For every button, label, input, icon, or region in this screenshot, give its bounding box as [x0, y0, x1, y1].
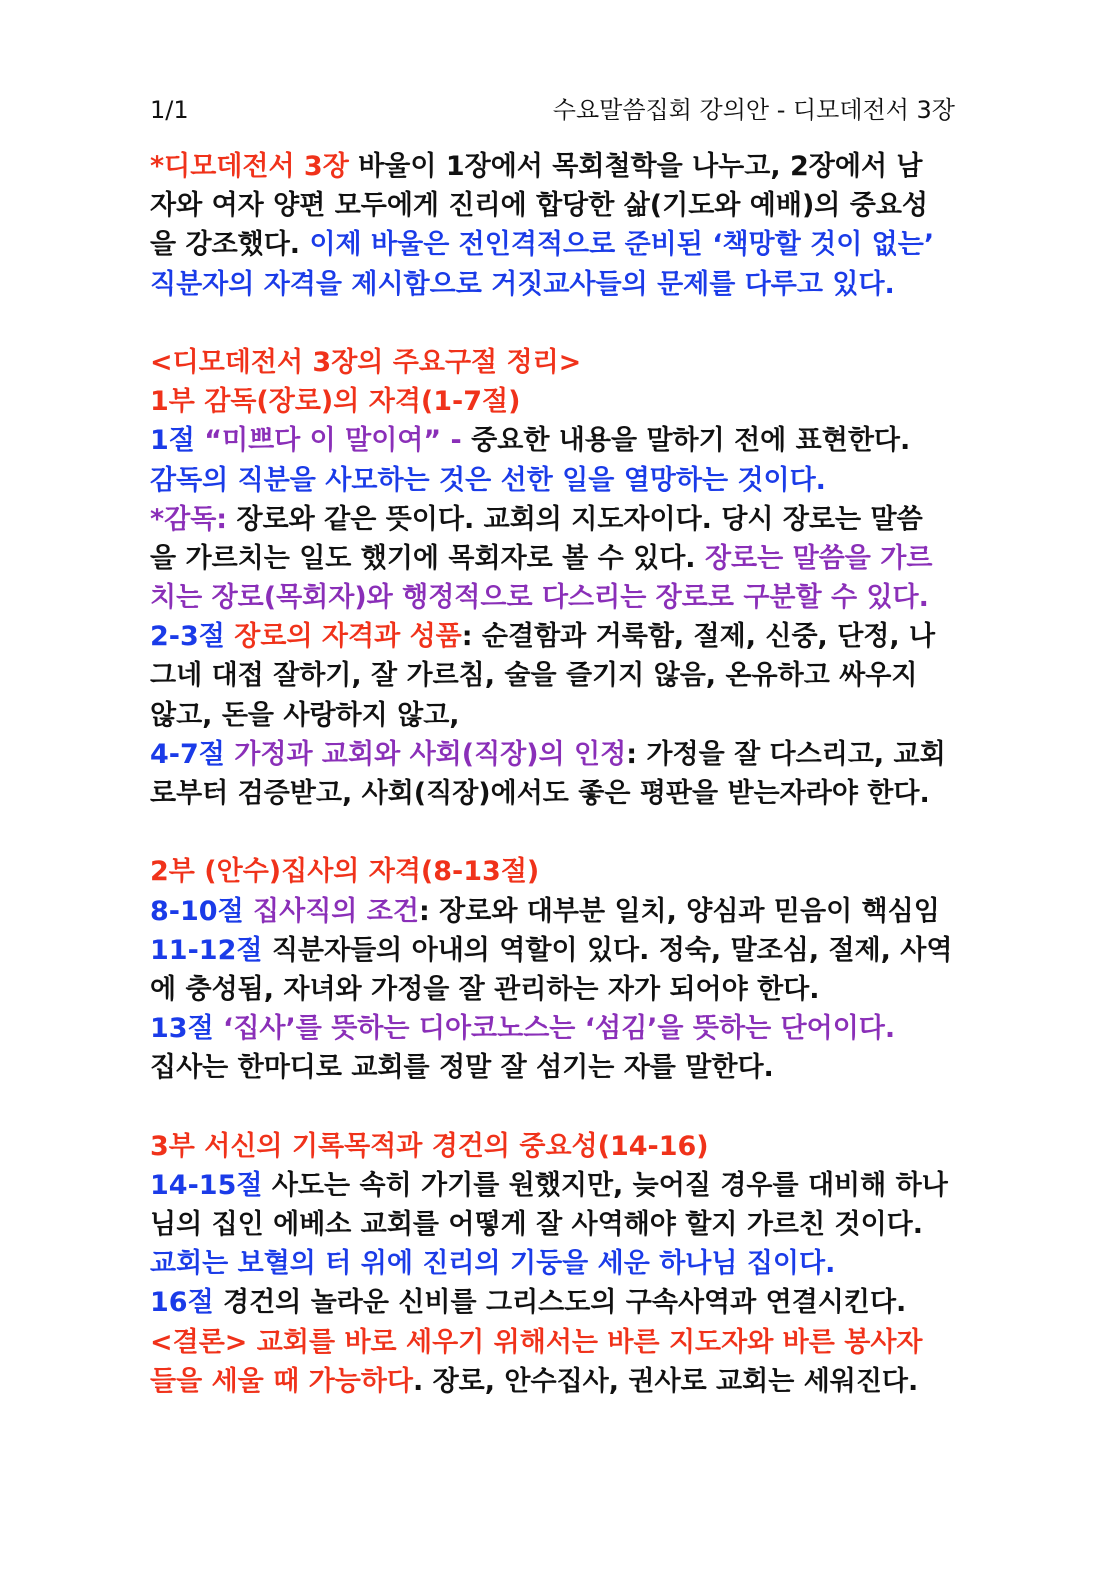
verse-line: 치는 장로(목회자)와 행정적으로 다스리는 장로로 구분할 수 있다. — [150, 582, 929, 614]
verse-line: 집사는 한마디로 교회를 정말 잘 섬기는 자를 말한다. — [150, 1052, 774, 1084]
verse-line: 교회는 보혈의 터 위에 진리의 기둥을 세운 하나님 집이다. — [150, 1248, 836, 1280]
intro-text: 을 강조했다. — [150, 229, 310, 261]
verse-line — [150, 1009, 960, 1048]
verse-ref: 14-15절 — [150, 1169, 263, 1201]
verse-line: 로부터 검증받고, 사회(직장)에서도 좋은 평판을 받는자라야 한다. — [150, 778, 930, 809]
verse-line — [150, 1283, 960, 1322]
verse-line — [150, 1166, 960, 1205]
intro-line — [150, 147, 960, 186]
verse-line — [150, 421, 960, 460]
verse-line — [150, 931, 960, 970]
conclusion-text: . 장로, 안수집사, 권사로 교회는 세워진다. — [412, 1365, 919, 1397]
intro-line — [150, 225, 960, 264]
verse-line: 그네 대접 잘하기, 잘 가르침, 술을 즐기지 않음, 온유하고 싸우지 — [150, 660, 918, 692]
intro-chapter-label: *디모데전서 3장 — [150, 151, 349, 182]
part1-heading: 1부 감독(장로)의 자격(1-7절) — [150, 386, 521, 418]
page-header — [150, 90, 955, 130]
verse-line: 감독의 직분을 사모하는 것은 선한 일을 열망하는 것이다. — [150, 464, 826, 496]
paragraph-gap — [150, 304, 960, 343]
verse-text: 을 가르치는 일도 했기에 목회자로 볼 수 있다. — [150, 542, 696, 574]
intro-line: 자와 여자 양편 모두에게 진리에 합당한 삶(기도와 예배)의 중요성 — [150, 190, 929, 222]
summary-heading: <디모데전서 3장의 주요구절 정리> — [150, 346, 582, 378]
term-label: *감독: — [150, 503, 228, 535]
conclusion-line: <결론> 교회를 바로 세우기 위해서는 바른 지도자와 바른 봉사자 — [150, 1326, 923, 1358]
part2-heading: 2부 (안수)집사의 자격(8-13절) — [150, 856, 540, 888]
intro-highlight: 이제 바울은 전인격적으로 준비된 ‘책망할 것이 없는’ — [309, 229, 935, 261]
intro-text: 바울이 1장에서 목회철학을 나누고, 2장에서 남 — [348, 151, 923, 182]
verse-ref: 13절 — [150, 1013, 214, 1045]
verse-ref: 11-12절 — [150, 934, 263, 966]
verse-text: : 장로와 대부분 일치, 양심과 믿음이 핵심임 — [418, 895, 940, 927]
part3-heading: 3부 서신의 기록목적과 경건의 중요성(14-16) — [150, 1130, 709, 1162]
intro-line: 직분자의 자격을 제시함으로 거짓교사들의 문제를 다루고 있다. — [150, 268, 895, 300]
page-number: 1/1 — [150, 96, 189, 124]
verse-quote: “미쁘다 이 말이여” - — [194, 425, 472, 457]
verse-text: 장로와 같은 뜻이다. 교회의 지도자이다. 당시 장로는 말씀 — [227, 503, 923, 535]
verse-text: 경건의 놀라운 신비를 그리스도의 구속사역과 연결시킨다. — [213, 1287, 907, 1319]
paragraph-gap — [150, 813, 960, 852]
verse-topic: 가정과 교회와 사회(직장)의 인정 — [224, 738, 627, 770]
verse-line — [150, 735, 960, 774]
document-body — [150, 147, 960, 1401]
verse-text: 중요한 내용을 말하기 전에 표현한다. — [471, 425, 911, 457]
verse-line — [150, 500, 960, 539]
verse-line: 에 충성됨, 자녀와 가정을 잘 관리하는 자가 되어야 한다. — [150, 973, 820, 1005]
document-title: 수요말씀집회 강의안 - 디모데전서 3장 — [552, 96, 955, 124]
verse-line — [150, 539, 960, 578]
verse-topic: 장로의 자격과 성품 — [224, 621, 462, 653]
verse-ref: 16절 — [150, 1287, 214, 1319]
conclusion-highlight: 들을 세울 때 가능하다 — [150, 1365, 413, 1397]
conclusion-line — [150, 1362, 960, 1401]
verse-ref: 8-10절 — [150, 895, 244, 927]
verse-ref: 4-7절 — [150, 738, 225, 770]
verse-text: : 순결함과 거룩함, 절제, 신중, 단정, 나 — [461, 621, 936, 653]
verse-text: 직분자들의 아내의 역할이 있다. 정숙, 말조심, 절제, 사역 — [262, 934, 953, 966]
verse-line — [150, 892, 960, 931]
verse-topic: 집사직의 조건 — [243, 895, 419, 927]
verse-ref: 1절 — [150, 425, 195, 457]
verse-highlight: 장로는 말씀을 가르 — [695, 542, 933, 574]
verse-line: 님의 집인 에베소 교회를 어떻게 잘 사역해야 할지 가르친 것이다. — [150, 1209, 923, 1241]
verse-line — [150, 617, 960, 656]
verse-ref: 2-3절 — [150, 621, 225, 653]
verse-line: 않고, 돈을 사랑하지 않고, — [150, 699, 460, 731]
verse-text: : 가정을 잘 다스리고, 교회 — [626, 738, 946, 770]
verse-text: 사도는 속히 가기를 원했지만, 늦어질 경우를 대비해 하나 — [262, 1169, 948, 1201]
paragraph-gap — [150, 1088, 960, 1127]
verse-text: ‘집사’를 뜻하는 디아코노스는 ‘섬김’을 뜻하는 단어이다. — [213, 1013, 896, 1045]
